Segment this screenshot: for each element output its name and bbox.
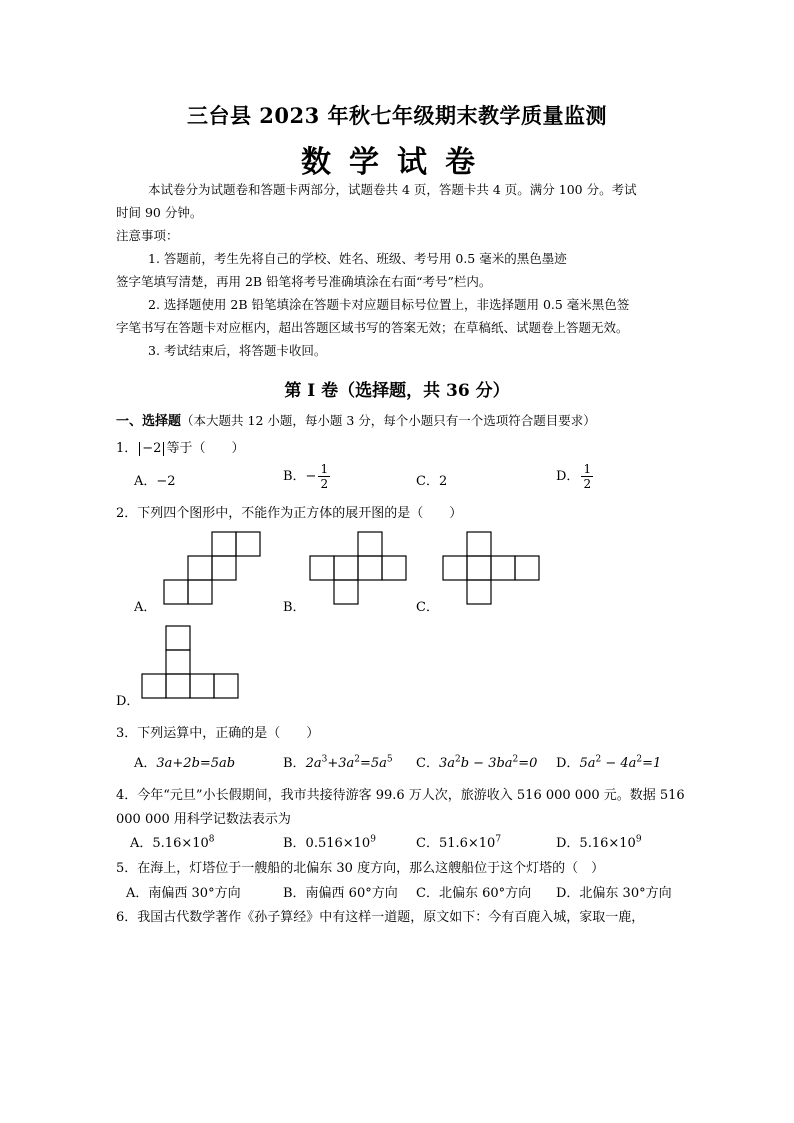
q1-b-numerator: 1 (320, 462, 329, 476)
q5-option-d: D．北偏东 30°方向 (556, 886, 672, 901)
net-a-square (188, 556, 212, 580)
cube-net-d (140, 624, 242, 702)
q4-a-exp: 8 (208, 834, 215, 845)
q3-b-exp1: 3 (321, 754, 328, 765)
note1-line2: 签字笔填写清楚，再用 2B 铅笔将考号准确填涂在右面“考号”栏内。 (116, 274, 492, 289)
q3-a-label: A． (134, 756, 157, 771)
note3: 3. 考试结束后，将答题卡收回。 (148, 343, 327, 358)
exam-title: 三台县 2023 年秋七年级期末教学质量监测 (186, 103, 608, 128)
q1-option-d-prefix: D． (556, 469, 580, 484)
net-d-square (166, 626, 190, 650)
q1-option-d (556, 462, 593, 491)
q1-b-denominator: 2 (320, 477, 329, 491)
intro-line2: 时间 90 分钟。 (116, 205, 203, 220)
q3-b-term2: +3a (327, 756, 355, 771)
q3-d-term1: 5a (579, 756, 596, 771)
q2-option-c: C． (416, 600, 439, 615)
q4-b-exp: 9 (370, 834, 376, 845)
q3-c-label: C． (416, 756, 439, 771)
net-c-square (491, 556, 515, 580)
q2-option-b: B． (283, 600, 306, 615)
q1-d-denominator: 2 (583, 477, 592, 491)
q1-value: −2 (142, 441, 162, 456)
notes-heading: 注意事项： (116, 228, 179, 243)
q3-b-exp3: 5 (386, 754, 393, 765)
q3-d-term3: =1 (642, 756, 662, 771)
net-b-square (382, 556, 406, 580)
q3-option-b (283, 752, 393, 771)
net-d-square (142, 674, 166, 698)
q4-option-a (130, 832, 215, 851)
net-c-square (467, 532, 491, 556)
net-b-square (310, 556, 334, 580)
q5-option-c: C．北偏东 60°方向 (416, 886, 532, 901)
q3-c-term3: =0 (518, 756, 538, 771)
q4-c-base: C．51.6×10 (416, 836, 496, 851)
q4-stem-line2: 000 000 用科学记数法表示为 (116, 812, 291, 827)
q3-option-a (134, 752, 235, 771)
q3-d-label: D． (556, 756, 580, 771)
q4-option-d (556, 832, 642, 851)
abs-bar-right (163, 442, 164, 456)
q4-option-b (283, 832, 376, 851)
q2-option-a: A． (134, 600, 157, 615)
q3-b-term1: 2a (305, 756, 322, 771)
q4-d-exp: 9 (635, 834, 642, 845)
q3-a-expr: 3a+2b=5ab (156, 756, 236, 771)
intro-line1: 本试卷分为试题卷和答题卡两部分，试题卷共 4 页，答题卡共 4 页。满分 100 分。考试 (148, 182, 637, 197)
q2-stem: 2．下列四个图形中，不能作为正方体的展开图的是（ ） (116, 506, 463, 521)
q3-b-exp2: 2 (354, 754, 360, 765)
net-b-square (334, 556, 358, 580)
net-c-square (443, 556, 467, 580)
q1-option-b (283, 462, 330, 491)
q3-c-exp1: 2 (454, 754, 461, 765)
q1-stem-tail: 等于（ ） (166, 441, 245, 456)
net-d-square (190, 674, 214, 698)
net-a-square (236, 532, 260, 556)
q5-option-a: A．南偏西 30°方向 (126, 886, 241, 901)
net-b-square (358, 532, 382, 556)
part1-desc: （本大题共 12 小题，每小题 3 分，每个小题只有一个选项符合题目要求） (181, 413, 596, 428)
net-b-square (358, 556, 382, 580)
note2-line1: 2. 选择题使用 2B 铅笔填涂在答题卡对应题目标号位置上，非选择题用 0.5 毫米黑色签 (148, 297, 630, 312)
net-d-square (166, 674, 190, 698)
q3-d-exp2: 2 (636, 754, 643, 765)
q2-option-d: D． (116, 694, 140, 709)
q3-b-term3: =5a (359, 756, 387, 771)
q1-option-a: A．−2 (134, 474, 176, 489)
q5-stem: 5．在海上，灯塔位于一艘船的北偏东 30 度方向，那么这艘船位于这个灯塔的（ ） (116, 861, 605, 876)
part1-label: 一、选择题 (116, 414, 182, 429)
q4-b-base: B．0.516×10 (283, 836, 371, 851)
cube-net-c (441, 530, 543, 608)
exam-subtitle: 数学试卷 (301, 145, 493, 180)
q3-c-term1: 3a (438, 756, 455, 771)
q3-stem: 3．下列运算中，正确的是（ ） (116, 726, 320, 741)
net-a-square (164, 580, 188, 604)
q1-option-c: C．2 (416, 474, 448, 489)
part1-heading (116, 410, 596, 429)
q4-c-exp: 7 (495, 834, 502, 845)
net-c-square (515, 556, 539, 580)
net-b-square (334, 580, 358, 604)
net-d-square (166, 650, 190, 674)
net-a-square (188, 580, 212, 604)
q6-stem: 6．我国古代数学著作《孙子算经》中有这样一道题，原文如下：今有百鹿入城，家取一鹿， (116, 910, 645, 925)
q3-c-term2: b − 3ba (460, 756, 513, 771)
q4-stem-line1: 4．今年“元旦”小长假期间，我市共接待游客 99.6 万人次，旅游收入 516 000 000 元。数据 516 (116, 788, 685, 803)
net-d-square (214, 674, 238, 698)
q4-d-base: D．5.16×10 (556, 836, 636, 851)
net-c-square (467, 556, 491, 580)
net-a-square (212, 556, 236, 580)
q5-option-b: B．南偏西 60°方向 (283, 886, 398, 901)
cube-net-b (308, 530, 410, 608)
net-c-square (467, 580, 491, 604)
q1-number: 1． (116, 441, 138, 456)
net-a-square (212, 532, 236, 556)
q3-option-c (416, 752, 537, 771)
q3-c-exp2: 2 (512, 754, 519, 765)
note1-line1: 1. 答题前，考生先将自己的学校、姓名、班级、考号用 0.5 毫米的黑色墨迹 (148, 251, 567, 266)
q3-b-label: B． (283, 756, 306, 771)
q1-stem (116, 437, 244, 456)
section1-title: 第 I 卷（选择题，共 36 分） (284, 381, 510, 401)
q3-option-d (556, 752, 661, 771)
q1-option-d-fraction (581, 462, 593, 491)
q4-a-base: A．5.16×10 (130, 836, 209, 851)
q3-d-exp1: 2 (595, 754, 602, 765)
q1-option-b-prefix: B．− (283, 469, 317, 484)
q1-option-b-fraction (318, 462, 330, 491)
abs-bar-left (139, 442, 140, 456)
cube-net-a (160, 530, 266, 608)
note2-line2: 字笔书写在答题卡对应框内，超出答题区域书写的答案无效；在草稿纸、试题卷上答题无效。 (116, 320, 629, 335)
q1-d-numerator: 1 (583, 462, 592, 476)
q3-d-term2: − 4a (601, 756, 637, 771)
q4-option-c (416, 832, 501, 851)
